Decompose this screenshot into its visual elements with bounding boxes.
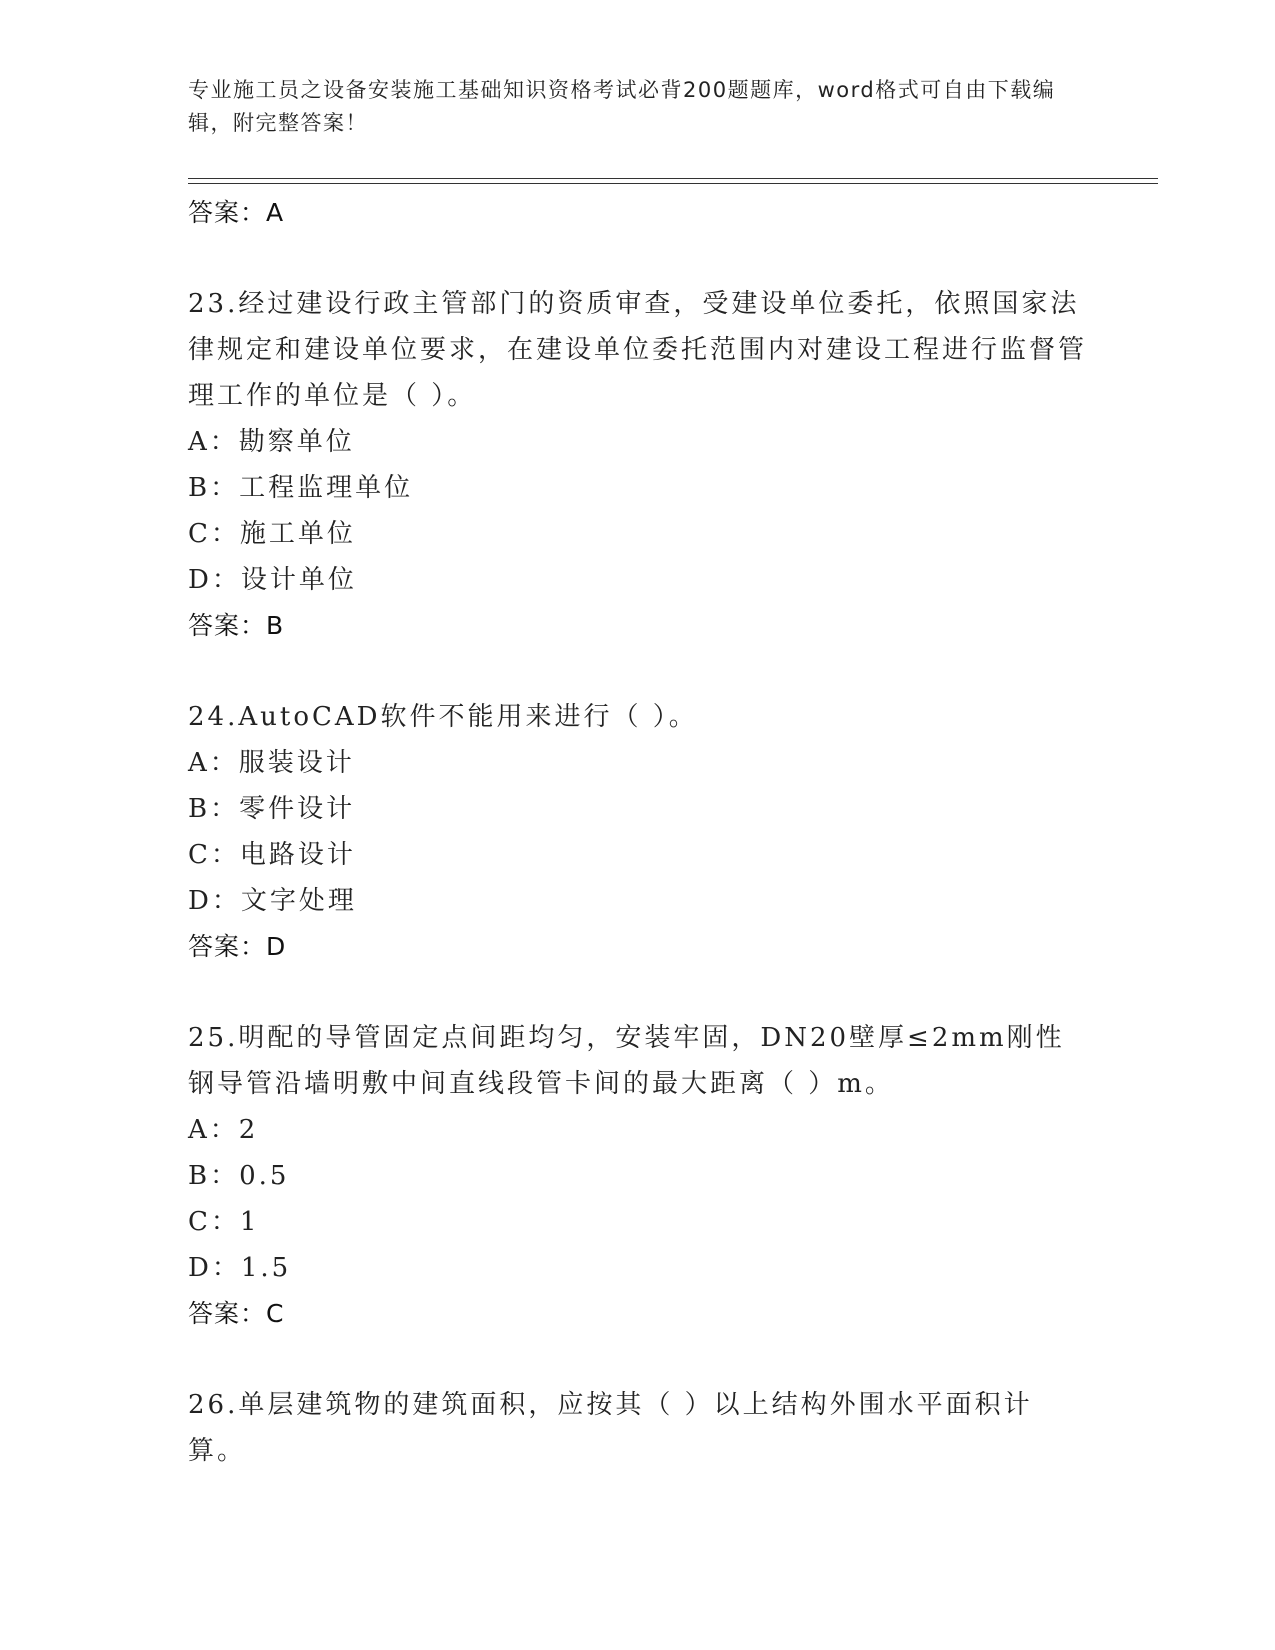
option-c: C：电路设计 xyxy=(188,840,356,870)
answer-label: 答案：D xyxy=(188,932,287,961)
option-d: D：文字处理 xyxy=(188,886,357,916)
question-list xyxy=(188,190,1088,1474)
question-text: 25.明配的导管固定点间距均匀，安装牢固，DN20壁厚≤2mm刚性钢导管沿墙明敷中间直线段管卡间的最大距离（ ）m。 xyxy=(188,1023,1065,1099)
option-c: C：施工单位 xyxy=(188,519,356,549)
question-text: 23.经过建设行政主管部门的资质审查，受建设单位委托，依照国家法律规定和建设单位要求，在建设单位委托范围内对建设工程进行监督管理工作的单位是（ ）。 xyxy=(188,289,1088,411)
question-text: 24.AutoCAD软件不能用来进行（ ）。 xyxy=(188,702,698,732)
option-d: D：设计单位 xyxy=(188,565,357,595)
option-d: D：1.5 xyxy=(188,1253,292,1283)
question-23 xyxy=(188,281,1088,649)
option-a: A：勘察单位 xyxy=(188,427,355,457)
answer-label: 答案：C xyxy=(188,1299,285,1328)
answer-label: 答案：B xyxy=(188,611,285,640)
question-text: 26.单层建筑物的建筑面积，应按其（ ）以上结构外围水平面积计算。 xyxy=(188,1390,1033,1466)
question-24 xyxy=(188,694,1088,970)
option-a: A：2 xyxy=(188,1115,259,1145)
option-b: B：零件设计 xyxy=(188,794,356,824)
header-divider xyxy=(188,178,1158,184)
answer-label: 答案：A xyxy=(188,198,285,227)
question-25 xyxy=(188,1015,1088,1337)
option-a: A：服装设计 xyxy=(188,748,355,778)
question-26 xyxy=(188,1382,1088,1474)
option-b: B：0.5 xyxy=(188,1161,290,1191)
option-c: C：1 xyxy=(188,1207,260,1237)
option-b: B：工程监理单位 xyxy=(188,473,414,503)
document-header: 专业施工员之设备安装施工基础知识资格考试必背200题题库，word格式可自由下载编辑，附完整答案！ xyxy=(188,78,1056,135)
